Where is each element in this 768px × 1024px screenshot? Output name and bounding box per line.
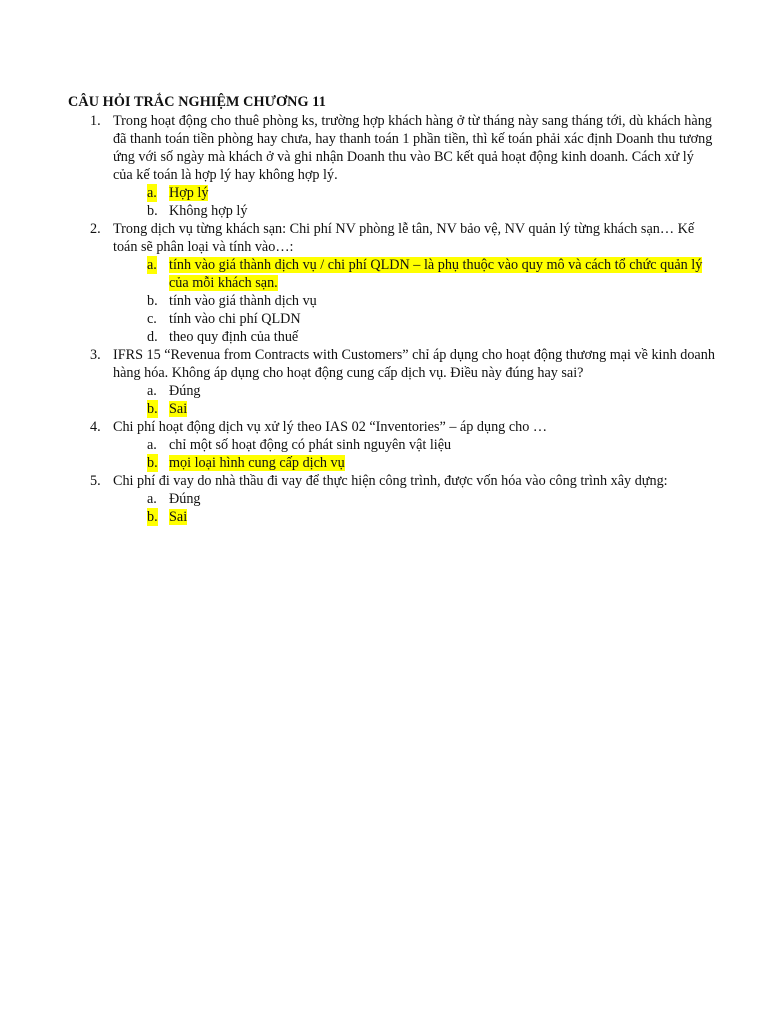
answer-option: [113, 202, 717, 220]
option-text: tính vào giá thành dịch vụ: [169, 293, 317, 309]
option-text: tính vào giá thành dịch vụ / chi phí QLDN – là phụ thuộc vào quy mô và cách tổ chức quản lý của mỗi khách sạn.: [169, 257, 703, 291]
option-text: Sai: [169, 401, 188, 417]
answer-option-highlighted: [113, 508, 717, 526]
answer-option-highlighted: [113, 256, 717, 292]
option-list: [113, 436, 717, 472]
option-letter: a.: [147, 491, 157, 507]
question-text: Chi phí hoạt động dịch vụ xử lý theo IAS 02 “Inventories” – áp dụng cho …: [113, 419, 548, 435]
option-letter: b.: [147, 293, 158, 309]
option-list: [113, 184, 717, 220]
question-number: 4.: [90, 419, 101, 435]
answer-option: [113, 436, 717, 454]
question-text: IFRS 15 “Revenua from Contracts with Customers” chỉ áp dụng cho hoạt động thương mại về kinh doanh hàng hóa. Không áp dụng cho hoạt động cung cấp dịch vụ. Điều này đúng hay sai?: [113, 347, 715, 381]
option-list: [113, 490, 717, 526]
option-letter: a.: [147, 185, 157, 201]
question-item: [0, 112, 717, 220]
option-text: chỉ một số hoạt động có phát sinh nguyên vật liệu: [169, 437, 452, 453]
answer-option: [113, 328, 717, 346]
option-text: Không hợp lý: [169, 203, 248, 219]
question-text: Trong dịch vụ từng khách sạn: Chi phí NV phòng lễ tân, NV bảo vệ, NV quản lý từng khách sạn… Kế toán sẽ phân loại và tính vào…:: [113, 221, 695, 255]
option-list: [113, 382, 717, 418]
option-letter: a.: [147, 437, 157, 453]
option-letter: b.: [147, 509, 158, 525]
answer-option: [113, 382, 717, 400]
option-letter: c.: [147, 311, 157, 327]
question-item: [0, 220, 717, 346]
answer-option: [113, 490, 717, 508]
option-text: Hợp lý: [169, 185, 209, 201]
option-letter: b.: [147, 401, 158, 417]
question-list: [0, 112, 768, 526]
option-text: theo quy định của thuế: [169, 329, 299, 345]
answer-option-highlighted: [113, 454, 717, 472]
option-letter: a.: [147, 383, 157, 399]
option-letter: a.: [147, 257, 157, 273]
question-number: 5.: [90, 473, 101, 489]
option-text: mọi loại hình cung cấp dịch vụ: [169, 455, 345, 471]
answer-option: [113, 292, 717, 310]
option-letter: d.: [147, 329, 158, 345]
question-number: 2.: [90, 221, 101, 237]
answer-option: [113, 310, 717, 328]
option-text: tính vào chi phí QLDN: [169, 311, 301, 327]
option-text: Sai: [169, 509, 188, 525]
answer-option-highlighted: [113, 400, 717, 418]
option-letter: b.: [147, 203, 158, 219]
page-title: CÂU HỎI TRẮC NGHIỆM CHƯƠNG 11: [68, 94, 326, 110]
question-number: 1.: [90, 113, 101, 129]
question-number: 3.: [90, 347, 101, 363]
question-item: [0, 418, 717, 472]
option-text: Đúng: [169, 491, 201, 507]
question-text: Chi phí đi vay do nhà thầu đi vay để thực hiện công trình, được vốn hóa vào công trình xây dựng:: [113, 473, 668, 489]
option-list: [113, 256, 717, 346]
option-text: Đúng: [169, 383, 201, 399]
question-item: [0, 472, 717, 526]
answer-option-highlighted: [113, 184, 717, 202]
option-letter: b.: [147, 455, 158, 471]
question-text: Trong hoạt động cho thuê phòng ks, trường hợp khách hàng ở từ tháng này sang tháng tới, dù khách hàng đã thanh toán tiền phòng hay chưa, hay thanh toán 1 phần tiền, thì kế toán phải xác định Doanh thu tương ứng với số ngày mà khách ở và ghi nhận Doanh thu vào BC kết quả hoạt động kinh doanh. Cách xử lý của kế toán là hợp lý hay không hợp lý.: [113, 113, 713, 183]
question-item: [0, 346, 717, 418]
